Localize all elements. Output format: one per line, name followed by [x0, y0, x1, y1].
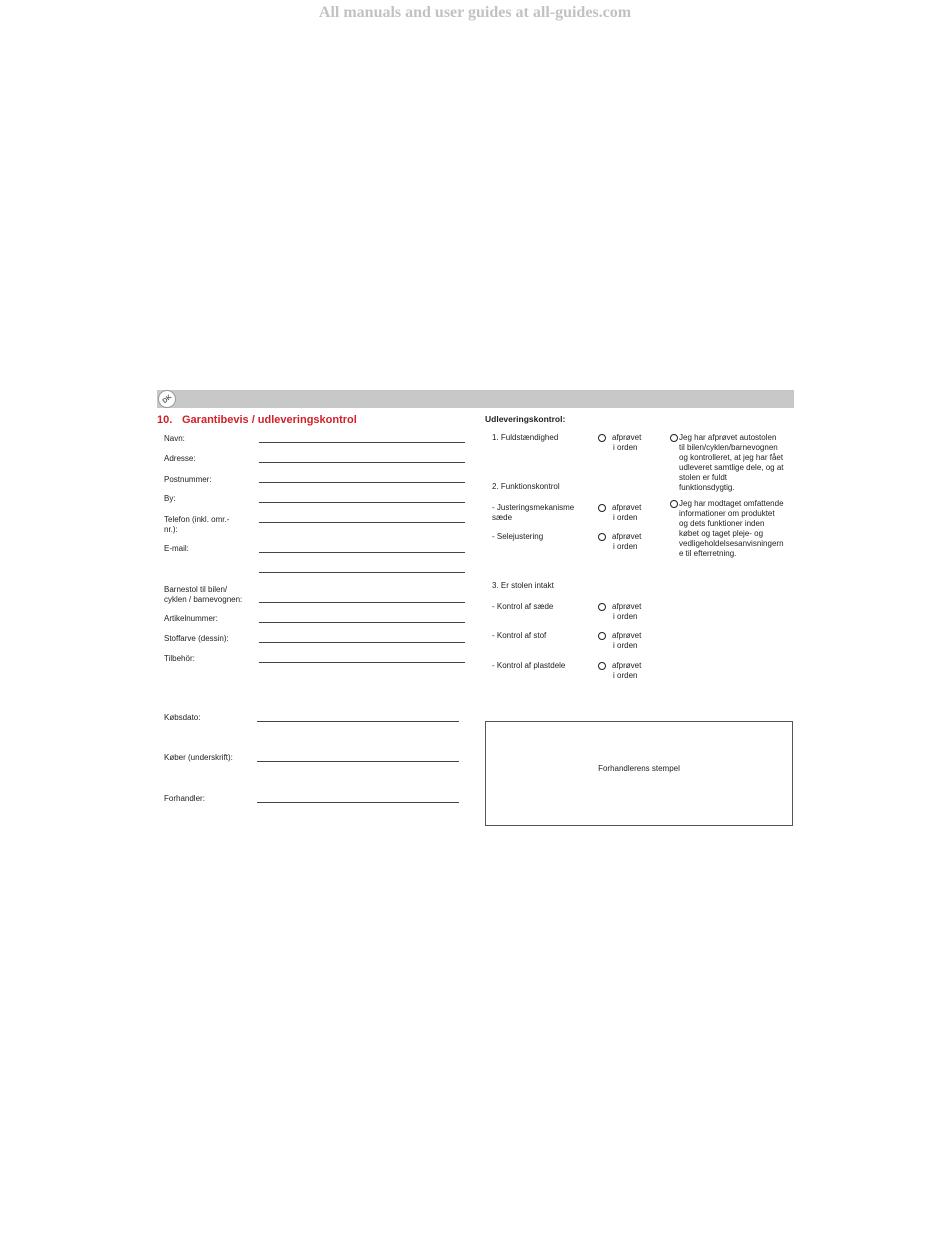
radio-justeringsmekanisme[interactable]: [598, 504, 606, 512]
field-by-line[interactable]: [259, 502, 465, 503]
dealer-stamp-box: [485, 721, 793, 826]
ok-label-3c: afprøvet i orden: [612, 661, 642, 680]
field-email-line-2[interactable]: [259, 572, 465, 573]
field-forhandler-line[interactable]: [257, 802, 459, 803]
label-kobsdato: Købsdato:: [164, 713, 201, 722]
field-barnestol-line[interactable]: [259, 602, 465, 603]
country-badge: DK: [154, 386, 179, 411]
control-item-2b: - Selejustering: [492, 532, 544, 541]
label-telefon: Telefon (inkl. omr.- nr.):: [164, 515, 230, 534]
ok-label-3b: afprøvet i orden: [612, 631, 642, 650]
section-number: 10.: [157, 414, 173, 426]
control-item-3b: - Kontrol af stof: [492, 631, 547, 640]
statement-2: Jeg har modtaget omfattende informationer om produktet og dets funktioner inden købet og taget pleje- og vedligeholdelsesanvisningern e til efterretning.: [679, 499, 784, 558]
control-item-3c: - Kontrol af plastdele: [492, 661, 566, 670]
label-navn: Navn:: [164, 434, 185, 443]
control-item-2: 2. Funktionskontrol: [492, 482, 560, 491]
ok-label-2a: afprøvet i orden: [612, 503, 642, 522]
field-navn-line[interactable]: [259, 442, 465, 443]
field-tilbehor-line[interactable]: [259, 662, 465, 663]
label-kober: Køber (underskrift):: [164, 753, 233, 762]
label-by: By:: [164, 494, 176, 503]
control-item-2a: - Justeringsmekanisme sæde: [492, 503, 575, 522]
ok-label-2b: afprøvet i orden: [612, 532, 642, 551]
control-item-3a: - Kontrol af sæde: [492, 602, 554, 611]
radio-selejustering[interactable]: [598, 533, 606, 541]
label-adresse: Adresse:: [164, 454, 196, 463]
label-forhandler: Forhandler:: [164, 794, 205, 803]
radio-statement-1[interactable]: [670, 434, 678, 442]
field-stoffarve-line[interactable]: [259, 642, 465, 643]
control-item-3: 3. Er stolen intakt: [492, 581, 554, 590]
header-band: [157, 390, 794, 408]
dealer-stamp-label: Forhandlerens stempel: [598, 764, 680, 773]
ok-label-3a: afprøvet i orden: [612, 602, 642, 621]
section-title: Garantibevis / udleveringskontrol: [182, 414, 357, 426]
label-postnummer: Postnummer:: [164, 475, 212, 484]
label-tilbehor: Tilbehör:: [164, 654, 195, 663]
radio-fuldstaendighed[interactable]: [598, 434, 606, 442]
field-artikelnummer-line[interactable]: [259, 622, 465, 623]
statement-1: Jeg har afprøvet autostolen til bilen/cyklen/barnevognen og kontrolleret, at jeg har fået udleveret samtlige dele, og at stolen er fuldt funktionsdygtig.: [679, 433, 784, 492]
label-email: E-mail:: [164, 544, 189, 553]
field-postnummer-line[interactable]: [259, 482, 465, 483]
label-artikelnummer: Artikelnummer:: [164, 614, 218, 623]
field-adresse-line[interactable]: [259, 462, 465, 463]
radio-kontrol-stof[interactable]: [598, 632, 606, 640]
radio-kontrol-saede[interactable]: [598, 603, 606, 611]
field-kobsdato-line[interactable]: [257, 721, 459, 722]
control-item-1: 1. Fuldstændighed: [492, 433, 559, 442]
watermark: All manuals and user guides at all-guides.com: [318, 4, 632, 21]
field-kober-line[interactable]: [257, 761, 459, 762]
field-email-line[interactable]: [259, 552, 465, 553]
field-telefon-line[interactable]: [259, 522, 465, 523]
radio-statement-2[interactable]: [670, 500, 678, 508]
ok-label-1: afprøvet i orden: [612, 433, 642, 452]
control-heading: Udleveringskontrol:: [485, 414, 566, 424]
label-barnestol: Barnestol til bilen/ cyklen / barnevognen:: [164, 585, 243, 604]
radio-kontrol-plastdele[interactable]: [598, 662, 606, 670]
section-heading: [157, 414, 357, 426]
label-stoffarve: Stoffarve (dessin):: [164, 634, 229, 643]
